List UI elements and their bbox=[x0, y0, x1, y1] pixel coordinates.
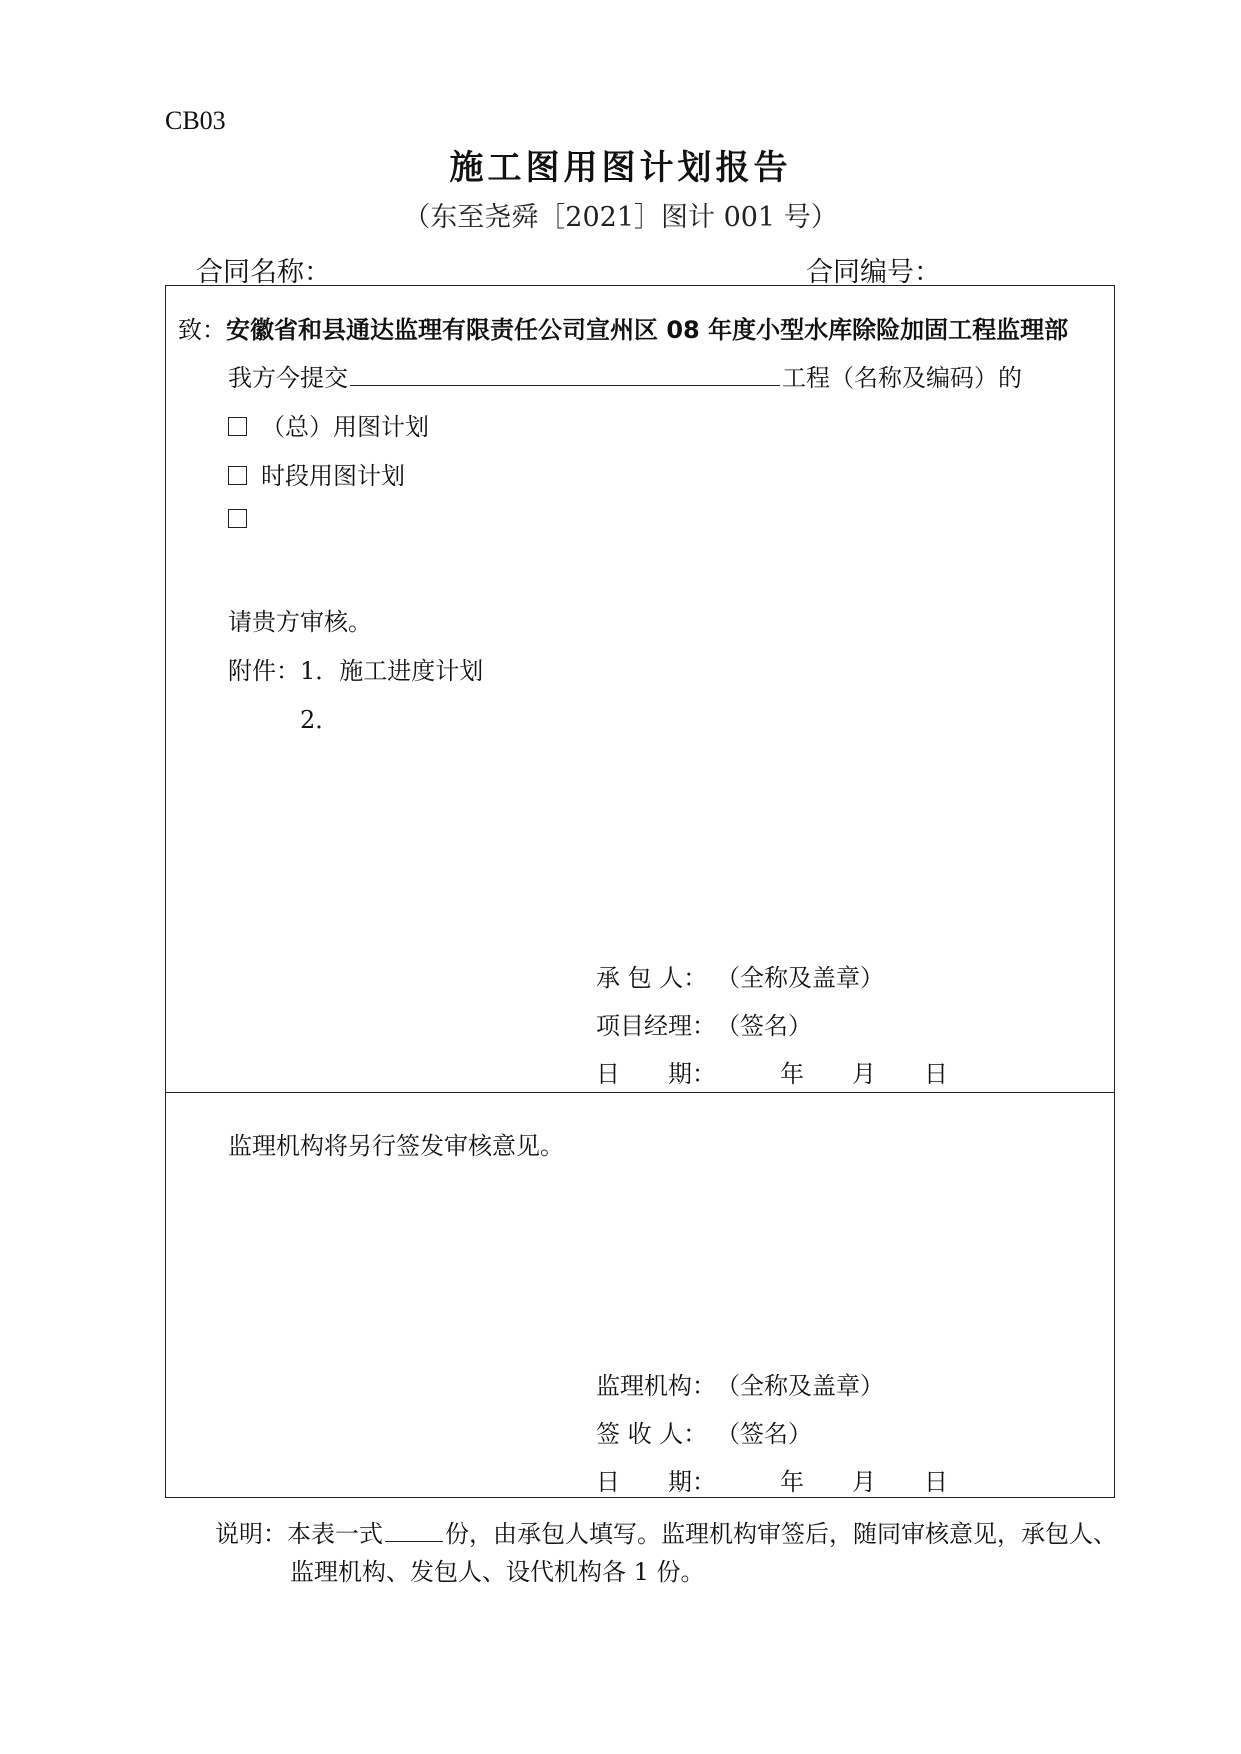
date-value: 年 月 日 bbox=[780, 1060, 948, 1088]
contractor-signature bbox=[596, 958, 884, 993]
footer-note-line2: 监理机构、发包人、设代机构各 1 份。 bbox=[290, 1558, 705, 1586]
note-middle: 份，由承包人填写。监理机构审签后，随同审核意见，承包人、 bbox=[445, 1520, 1117, 1548]
submit-line bbox=[228, 358, 1022, 393]
contract-number-label: 合同编号： bbox=[806, 257, 941, 288]
footer-note bbox=[215, 1514, 1117, 1549]
date-line bbox=[596, 1054, 948, 1089]
attachment-item: 1．施工进度计划 bbox=[300, 657, 484, 685]
org-value: （全称及盖章） bbox=[716, 1372, 884, 1400]
checkbox-total-plan bbox=[228, 407, 429, 442]
contractor-value: （全称及盖章） bbox=[716, 964, 884, 992]
checkbox[interactable] bbox=[228, 417, 247, 436]
checkbox-period-plan bbox=[228, 456, 405, 491]
org-label: 监理机构： bbox=[596, 1372, 716, 1400]
checkbox[interactable] bbox=[228, 466, 247, 485]
contractor-label: 承 包 人： bbox=[596, 964, 708, 992]
attachment-item: 2． bbox=[300, 706, 340, 734]
copies-blank[interactable] bbox=[385, 1521, 443, 1542]
date-line bbox=[596, 1462, 948, 1497]
checkbox-label: 时段用图计划 bbox=[261, 462, 405, 490]
receiver-value: （签名） bbox=[716, 1420, 812, 1448]
document-number: （东至尧舜［2021］图计 001 号） bbox=[403, 202, 838, 233]
supervisor-opinion: 监理机构将另行签发审核意见。 bbox=[228, 1132, 564, 1160]
date-label: 日 期： bbox=[596, 1468, 716, 1496]
receiver-signature bbox=[596, 1414, 812, 1449]
manager-signature bbox=[596, 1006, 812, 1041]
submit-prefix: 我方今提交 bbox=[228, 364, 348, 392]
supervisor-org-signature bbox=[596, 1366, 884, 1401]
receiver-label: 签 收 人： bbox=[596, 1420, 708, 1448]
recipient-line bbox=[178, 310, 1068, 345]
to-prefix: 致： bbox=[178, 316, 226, 344]
checkbox[interactable] bbox=[228, 509, 247, 528]
checkbox-label: （总）用图计划 bbox=[261, 413, 429, 441]
checkbox-other bbox=[228, 505, 261, 533]
submission-section bbox=[165, 285, 1115, 1093]
contract-name-label: 合同名称： bbox=[196, 257, 331, 288]
manager-value: （签名） bbox=[716, 1012, 812, 1040]
date-label: 日 期： bbox=[596, 1060, 716, 1088]
manager-label: 项目经理： bbox=[596, 1012, 716, 1040]
review-request: 请贵方审核。 bbox=[228, 608, 372, 636]
attachments-line bbox=[228, 651, 483, 686]
date-value: 年 月 日 bbox=[780, 1468, 948, 1496]
note-prefix: 说明：本表一式 bbox=[215, 1520, 383, 1548]
attachments-label: 附件： bbox=[228, 657, 300, 685]
supervisor-section bbox=[165, 1092, 1115, 1498]
page-title: 施工图用图计划报告 bbox=[449, 148, 792, 188]
submit-suffix: 工程（名称及编码）的 bbox=[782, 364, 1022, 392]
form-code: CB03 bbox=[165, 106, 226, 135]
recipient-name: 安徽省和县通达监理有限责任公司宣州区 08 年度小型水库除险加固工程监理部 bbox=[226, 316, 1069, 344]
project-name-blank[interactable] bbox=[350, 363, 780, 386]
